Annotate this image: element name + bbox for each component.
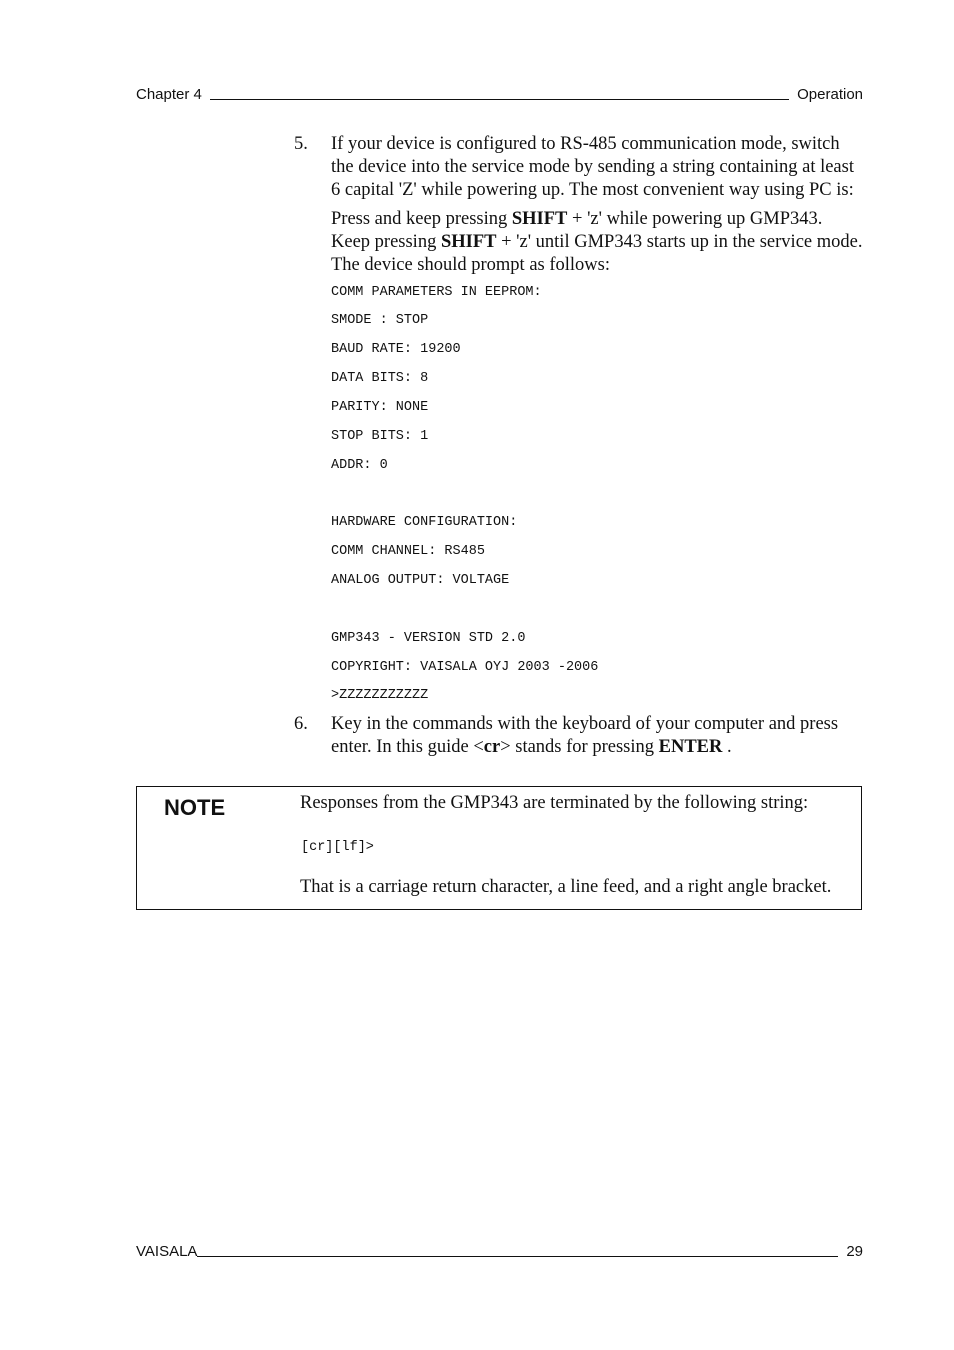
note-code: [cr][lf]> [301, 840, 374, 855]
header-rule [210, 99, 789, 100]
page-footer [136, 1243, 863, 1260]
footer-rule [197, 1256, 838, 1257]
terminal-line: STOP BITS: 1 [331, 429, 429, 444]
terminal-line: COMM PARAMETERS IN EEPROM: [331, 285, 542, 300]
cr-keyword: cr [483, 737, 501, 757]
terminal-line: COPYRIGHT: VAISALA OYJ 2003 -2006 [331, 660, 599, 675]
note-label: NOTE [164, 795, 226, 820]
step-number: 5. [294, 134, 308, 154]
note-text-2: That is a carriage return character, a line feed, and a right angle bracket. [300, 877, 832, 897]
terminal-line: COMM CHANNEL: RS485 [331, 544, 485, 559]
terminal-line: GMP343 - VERSION STD 2.0 [331, 631, 526, 646]
step-5-paragraph-2: Press and keep pressing SHIFT + 'z' while powering up GMP343. Keep pressing SHIFT + 'z' until GMP343 starts up in the service mode. The device should prompt as follows: [331, 209, 863, 275]
header-section: Operation [797, 86, 863, 103]
step-5 [294, 133, 866, 277]
terminal-line: HARDWARE CONFIGURATION: [331, 515, 518, 530]
step-6-paragraph: Key in the commands with the keyboard of your computer and press enter. In this guide <cr> stands for pressing ENTER . [331, 714, 839, 757]
step-6 [294, 713, 866, 759]
terminal-line: SMODE : STOP [331, 313, 429, 328]
terminal-line: >ZZZZZZZZZZZ [331, 688, 429, 703]
key-enter: ENTER [658, 737, 723, 757]
note-text-1: Responses from the GMP343 are terminated by the following string: [300, 793, 809, 813]
step-number: 6. [294, 714, 308, 734]
terminal-line: DATA BITS: 8 [331, 371, 429, 386]
key-shift: SHIFT [440, 232, 497, 252]
note-box [136, 786, 862, 910]
step-5-paragraph-1: If your device is configured to RS-485 communication mode, switch the device into the service mode by sending a string containing at least 6 capital 'Z' while powering up. The most convenient way using PC is: [331, 134, 854, 200]
terminal-line: ADDR: 0 [331, 458, 388, 473]
footer-company: VAISALA [136, 1243, 198, 1260]
terminal-line: BAUD RATE: 19200 [331, 342, 461, 357]
page-header [136, 86, 863, 103]
terminal-line: ANALOG OUTPUT: VOLTAGE [331, 573, 510, 588]
header-chapter: Chapter 4 [136, 86, 202, 103]
page-number: 29 [846, 1243, 863, 1260]
key-shift: SHIFT [511, 209, 568, 229]
terminal-line: PARITY: NONE [331, 400, 429, 415]
